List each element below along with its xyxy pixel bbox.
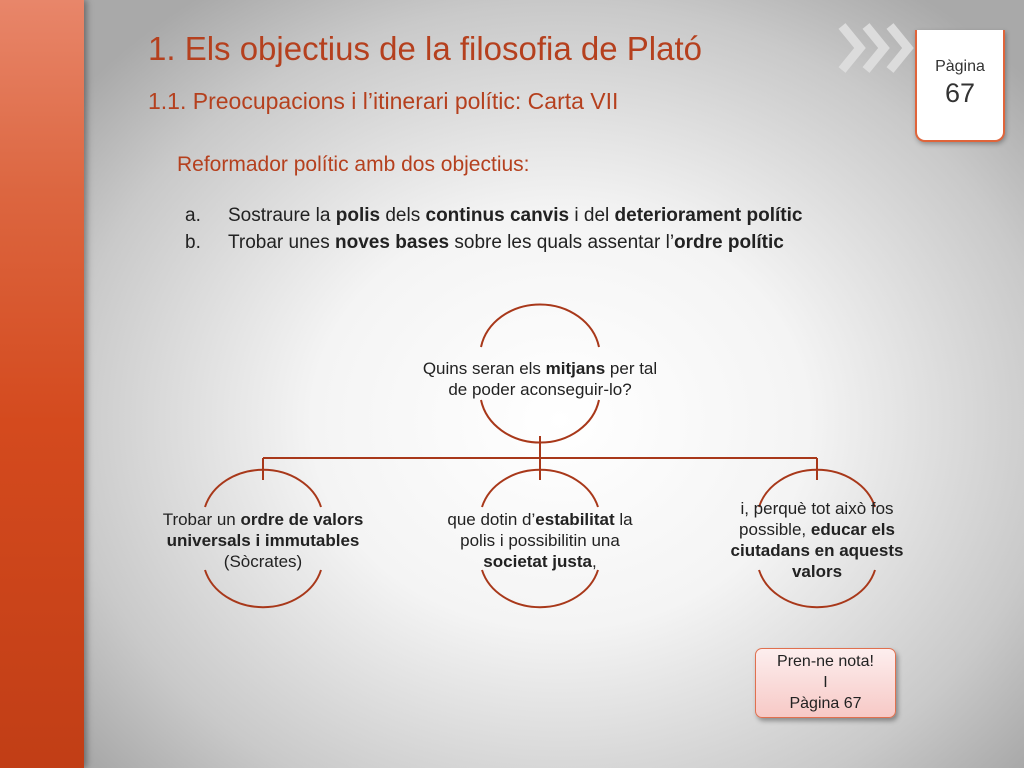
root-node-top-arc: [481, 304, 599, 347]
slide-subtitle: 1.1. Preocupacions i l’itinerari polític: Carta VII: [148, 88, 619, 114]
note-line: Pàgina 67: [789, 695, 862, 712]
list-marker: a.: [185, 205, 201, 226]
diagram-root-node: Quins seran els mitjans per tal de poder aconseguir-lo?: [422, 359, 658, 399]
child-left-bottom-arc: [205, 570, 321, 607]
page-tab-label: Pàgina: [935, 58, 985, 75]
diagram-child-center: que dotin d’estabilitat la polis i possibilitin una societat justa,: [447, 510, 633, 571]
note-line: I: [823, 674, 828, 691]
take-note-callout: [755, 648, 896, 718]
page-tab-number: 67: [944, 78, 976, 108]
intro-text: Reformador polític amb dos objectius:: [177, 153, 530, 176]
child-center-bottom-arc: [482, 570, 598, 607]
diagram-child-right: i, perquè tot això fos possible, educar els ciutadans en aquests valors: [730, 499, 904, 581]
list-text: Sostraure la polis dels continus canvis i del deteriorament polític: [228, 205, 803, 226]
list-text: Trobar unes noves bases sobre les quals assentar l’ordre polític: [228, 232, 784, 253]
diagram-child-left: Trobar un ordre de valors universals i immutables (Sòcrates): [162, 510, 364, 571]
note-line: Pren-ne nota!: [777, 653, 874, 670]
list-marker: b.: [185, 232, 201, 253]
slide-title: 1. Els objectius de la filosofia de Plató: [148, 30, 702, 67]
